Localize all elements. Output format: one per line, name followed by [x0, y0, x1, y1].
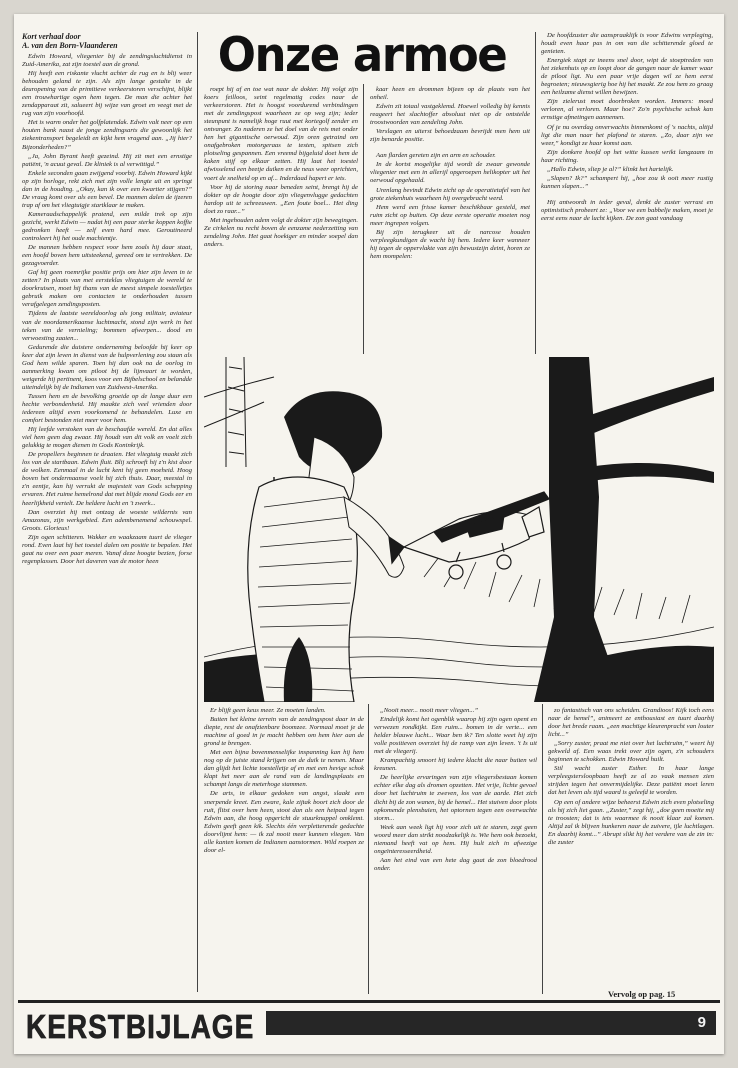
paragraph: „Ja, John Byrant heeft gezeind. Hij zit met een ernstige patiënt, 'n acuut geval. De kliniek is al verwittigd.”: [22, 152, 192, 168]
paragraph: Hij heeft een riskante vlucht achter de rug en is blij weer behouden geland te zijn. Als zijn lange gestalte in de deuropening van de primitieve verkeerstoren verschijnt, blijkt een trouwhartige ogen hem tegen. De man die achter het zendapparaat zit, salueert bij wijze van groet en veegt met de rug van zijn voorhoofd.: [22, 70, 192, 118]
article-column-7: [548, 707, 714, 983]
column-divider: [368, 704, 369, 994]
article-title: Onze armoe: [217, 26, 507, 83]
paragraph: Het is warm onder het golfplatendak. Edwin valt neer op een houten bank naast de jonge zendingsarts die gewoonlijk het ziekentransport begeleidt en kijkt hem vragend aan. „Jij hier? Bijzonderheden?”: [22, 119, 192, 151]
story-illustration: [204, 357, 714, 702]
newspaper-page: [14, 14, 724, 1054]
paragraph: Krampachtig smoort hij iedere klacht die naar buiten wil kreunen.: [374, 757, 537, 773]
article-column-3: [370, 86, 530, 354]
paragraph: Tijdens de laatste wereldoorlog als jong militair, aviateur van de noordamerikaanse luchtmacht, stond zijn werk in het teken van de vernieling; bommen afwerpen... dood en verwoesting zaaien...: [22, 310, 192, 342]
paragraph: Buiten het kleine terrein van de zendingspost daar in de diepte, rest de onafzienbare boomzee. Normaal moet je de machine al goed in je macht hebben om hem hier aan de grond te brengen.: [204, 716, 364, 748]
paragraph: De hoofdzuster die aanspraaklijk is voor Edwins verpleging, houdt even haar pas in om van die schitterende gloed te genieten.: [541, 32, 713, 56]
paragraph: „Nooit meer... nooit meer vliegen...”: [380, 707, 479, 714]
paragraph: Kameraadschappelijk pratend, een milde trek op zijn gezicht, werkt Edwin — nadat hij een paar sterke koppen koffie gedronken heeft — zelf even hard mee. Geroutineerd controleert hij het oude machientje.: [22, 210, 192, 243]
paragraph: Hij antwoordt in ieder geval, denkt de zuster verrast en optimistisch probeert ze: „Voor we een babbelje maken, moet je eerst eens naar de lucht kijken. De zon gaat vandaag: [541, 198, 713, 222]
paragraph: Gedurende die duistere onderneming beloofde hij keer op keer dat zijn leven in dienst van de hulpverlening zou staan als God hem wilde sparen. Toen hij dan ook na de oorlog in aanmerking kwam om piloot bij de lijnvaart te worden, weigerde hij pertinent, koos voor een Bijbelschool en belandde uiteindelijk bij de Indianen van Zuidwest-Amerika.: [22, 343, 192, 391]
paragraph: Energiek stapt ze ineens snel door, wipt de stoeptreden van het ziekenhuis op en loopt door de gangen naar de kamer waar de piloot ligt. Nu een paar vrije dagen wil ze hem eerst begroeten; nieuwsgierig hoe hij het maakt. Ze zou hem zo graag een heilzame dienst willen bewijzen.: [541, 57, 713, 97]
paragraph: Met een bijna bovenmenselijke inspanning kan hij hem nog op de juiste stand krijgen om de duik te nemen. Maar dan glijdt het lichte toestelletje af en met een hevige schok klapt het neer aan de rand van de landingsplaats en schampt langs de meterhoge stammen.: [204, 749, 364, 789]
paragraph: Tussen hem en de bevolking groeide op de lange duur een hechte verbondenheid. Hij maakte zich veel vrienden door iedereen altijd even voorkomend te behandelen. Luxe en comfort bestonden niet meer voor hem.: [22, 392, 192, 425]
paragraph: Zijn ogen schitteren. Wakker en waakzaam tuurt de vlieger rond. Even laat hij het toestel dalen om positie te bepalen. Het gaat nu over een paar meren. Vanaf deze hoogte bezien, forse regenplassen. Door het daveren van de motor heen: [22, 533, 192, 565]
banner-bar: [266, 1011, 716, 1035]
byline-line-1: Kort verhaal door: [22, 32, 81, 41]
paragraph: „Slapen? Ik?” schampert hij, „hoe zou ik ooit meer rustig kunnen slapen...”: [541, 174, 713, 190]
paragraph: Er blijft geen keus meer. Ze moeten landen.: [210, 707, 326, 714]
supplement-banner: [18, 1000, 720, 1046]
byline: [22, 32, 192, 50]
article-column-2: [204, 86, 358, 354]
article-column-6: [374, 707, 537, 992]
paragraph: Eindelijk komt het ogenblik waarop hij zijn ogen opent en verwezen rondkijkt. Een ruim... bomen in de verte... een helder blauwe lucht... Waar ben ik? Ten slotte weet hij zijn volle positieven overziet hij de ramp van zijn leven. 't Is uit met de vliegerij.: [374, 716, 537, 756]
paragraph: Zijn zielerust moet doorbroken worden. Immers: moed verloren, al verloren. Maar hoe? Zo'n psychische schok kan ernstige afmetingen aannemen.: [541, 98, 713, 122]
column-divider: [535, 32, 536, 354]
paragraph: Aan het eind van een hete dag gaat de zon bloedrood onder.: [374, 856, 537, 872]
paragraph: [370, 145, 530, 151]
paragraph: zo fantastisch van ons scheiden. Grandioos! Kijk toch eens naar de hemel”, animeert ze enthousiast en tuurt daarbij door het brede raam. „een machtige kleurenpracht van louter licht...”: [548, 707, 714, 739]
paragraph: De arts, in elkaar gedoken van angst, slaakt een snerpende kreet. Een zware, kale zijtak boort zich door de ruit, flitst over hem heen, stoot dan als een heipaal tegen Edwin aan, die hoog opgericht de stuurknuppel omklemt. Edwin geeft geen kik. Slechts één verpletterende gedachte doorvlijmt hem: — ik zal nooit meer kunnen vliegen. Van alle kanten komen de Indianen aanstormen. Wild roepen ze door el-: [204, 790, 364, 854]
paragraph: Enkele seconden gaan zwijgend voorbij. Edwin Howard kijkt op zijn horloge, rekt zich met zijn volle lengte uit en springt dan in de houding. „Okay, kan ik over een kwartier stijgen?” De vraag komt over als een bevel. De mannen dalen de ijzeren trap af om het vliegtuigje startklaar te maken.: [22, 169, 192, 209]
byline-author: A. van den Born-Vlaanderen: [22, 41, 118, 50]
paragraph: Voor hij de storing naar beneden seint, brengt hij de dokter op de hoogte door zijn vliegenvlugge gedachten hardop uit te schreeuwen. „Een foute boel... Het ding doet zo raar...”: [204, 183, 358, 215]
paragraph: Stil wacht zuster Esther. In haar lange verpleegstersloopbaan heeft ze al zo vaak mensen zien strijden tegen het onvermijdelijke. Deze patiënt moet leren dat het leven als tijd waard is geleefd te worden.: [548, 765, 714, 797]
column-divider: [197, 32, 198, 992]
paragraph: Edwin Howard, vliegenier bij de zendingsluchtdienst in Zuid-Amerika, zat zijn toestel aan de grond.: [22, 53, 192, 69]
article-column-1: [22, 32, 192, 994]
paragraph: Week aan week ligt hij voor zich uit te staren, zegt geen woord meer dan strikt noodzakelijk is. Wie hem ook bezoekt, niemand heeft vat op hem. Hij hult zich in afwezige ongeïnteresseerdheid.: [374, 823, 537, 855]
article-column-4: [541, 32, 713, 354]
paragraph: In de kortst mogelijke tijd wordt de zwaar gewonde vliegenier met een in allerijl opgeroepen helikopter uit het oerwoud opgehaald.: [370, 161, 530, 185]
paragraph: Zijn donkere hoofd op het witte kussen wrikt langzaam in haar richting.: [541, 148, 713, 164]
paragraph: [541, 192, 713, 198]
paragraph: Met ingehouden adem volgt de dokter zijn bewegingen. Ze cirkelen nu recht boven de eenzame nederzetting van zendeling John. Het gaat hoekiger en minder soepel dan anders.: [204, 216, 358, 248]
paragraph: roept hij af en toe wat naar de dokter. Hij volgt zijn koers feilloos, seint regelmatig codes naar de verkeerstoren. Het is hoogst voordurend verbindingen met de zendingspost waarheen ze op weg zijn; ieder steunpunt is namelijk hoge ruut met kortegolf zender en ontvanger. Zo naderen ze het doel van de reis met onder hen het gigantische oerwoud. Zijn oren getraind om onafgebroken motorgeraas te testen, spitsen zich plotseling gespannen. Een vreemd bijgeluid doet hem de kaken stijf op elkaar zetten. Hij laat het toestel afwisselend een beetje duiken en de neus weer oprichten, voert de snelheid op en af... Inderdaad hapert er iets.: [204, 86, 358, 182]
paragraph: De propellers beginnen te draaien. Het vliegtuig maakt zich los van de startbaan. Edwin fluit. Blij schroeft hij z'n kist door de wolken. Eenmaal in de lucht kent hij geen moeheid. Hoog boven het ondermaanse voelt hij zich thuis. Daar, meestal in z'n eentje, kan hij verrukt de majesteit van Gods schepping ervaren. Het ruime hemelrond dat met blijde mond Gods eer en heerlijkheid vertelt. De heldere lucht en 't zwerk...: [22, 451, 192, 507]
paragraph: Bij zijn terugkeer uit de narcose houden verpleegkundigen de wacht bij hem. Iedere keer wanneer hij tegen de oppervlakte van zijn bewustzijn deint, horen ze hem mompelen:: [370, 228, 530, 260]
paragraph: Op een of andere wijze beheerst Edwin zich even plotseling als hij zich liet gaan. „Zuster,” zegt hij, „doe geen moeite mij te troosten; dat is iets waarmee ik nooit klaar zal komen. Altijd zal ik blijven hunkeren naar de zuivere, ijle luchtlagen. En daarbij komt...” Abrupt slikt hij het verdere van de zin in: die zuster: [548, 798, 714, 846]
paragraph: Edwin zit totaal vastgeklemd. Hoewel volledig bij kennis reageert het slachtoffer absoluut niet op de ontstelde troostwoorden van zendeling John.: [370, 103, 530, 127]
continuation-link[interactable]: Vervolg op pag. 15: [608, 989, 676, 999]
paragraph: „Hallo Edwin, sliep je al?” klinkt het hartelijk.: [547, 165, 674, 173]
paragraph: De mannen hebben respect voor hem zoals hij daar staat, een hoofd boven hem uitsteekend, gereed om te vertrekken. De gezagvoerder.: [22, 244, 192, 268]
article-column-5: [204, 707, 364, 992]
paragraph: kaar heen en drommen bijeen op de plaats van het onheil.: [370, 86, 530, 102]
paragraph: Urenlang bevindt Edwin zicht op de operatietafel van het grote ziekenhuis waarheen hij overgebracht werd.: [370, 186, 530, 202]
page-number: 9: [697, 1014, 706, 1031]
paragraph: Hij leefde verstoken van de beschaafde wereld. En dat alles viel hem geen dag zwaar. Hij houdt van dit volk en voelt zich gelukkig te mogen dienen in Gods Koninkrijk.: [22, 426, 192, 450]
supplement-label: KERSTBIJLAGE: [26, 1008, 255, 1046]
paragraph: Verslagen en uiterst behoedzaam bevrijdt men hem uit zijn benarde positie.: [370, 128, 530, 144]
paragraph: Aan flarden gereten zijn en arm en schouder.: [376, 152, 496, 160]
paragraph: De heerlijke ervaringen van zijn vliegersbestaan komen echter elke dag als dromen opzetten. Het vrije, lichte gevoel door het luchtruim te zweven, los van de aarde. Het zich dicht bij de zon wanen, bij de hemel... Het stuiven door plots opkomende plensbuien, het optornen tegen een overwachte storm...: [374, 774, 537, 822]
paragraph: Of je nu overdag onverwachts binnenkomt of 's nachts, altijd ligt die man naar het plafond te staren. „Zo, daar zijn we weer,” kondigt ze haar komst aan.: [541, 123, 713, 147]
column-divider: [363, 84, 364, 354]
paragraph: „Sorry zuster, praat me niet over het luchtruim,” weert hij gekweld af. Een waas trekt over zijn ogen, z'n schouders beginnen te schokken. Edwin Howard huilt.: [548, 740, 714, 764]
paragraph: Gaf hij geen roemrijke positie prijs om hier zijn leven in te zetten? In plaats van met eersteklas vliegtuigen de wereld te doorkruisen, moet hij thans van de meest simpele toestelletjes gebruik maken om contacten te onderhouden tussen verafgelegen zendingsposten.: [22, 269, 192, 309]
paragraph: Dan overziet hij met ontzag de woeste wildernis van Amazonas, zijn werkgebied. Een adembenemend schouwspel. Groots. Glorieus!: [22, 508, 192, 532]
paragraph: Hem werd een frisse kamer beschikbaar gesteld, met ruim zicht op buiten. Op deze eerste operatie moeten nog meer ingrepen volgen.: [370, 203, 530, 227]
column-divider: [542, 704, 543, 994]
